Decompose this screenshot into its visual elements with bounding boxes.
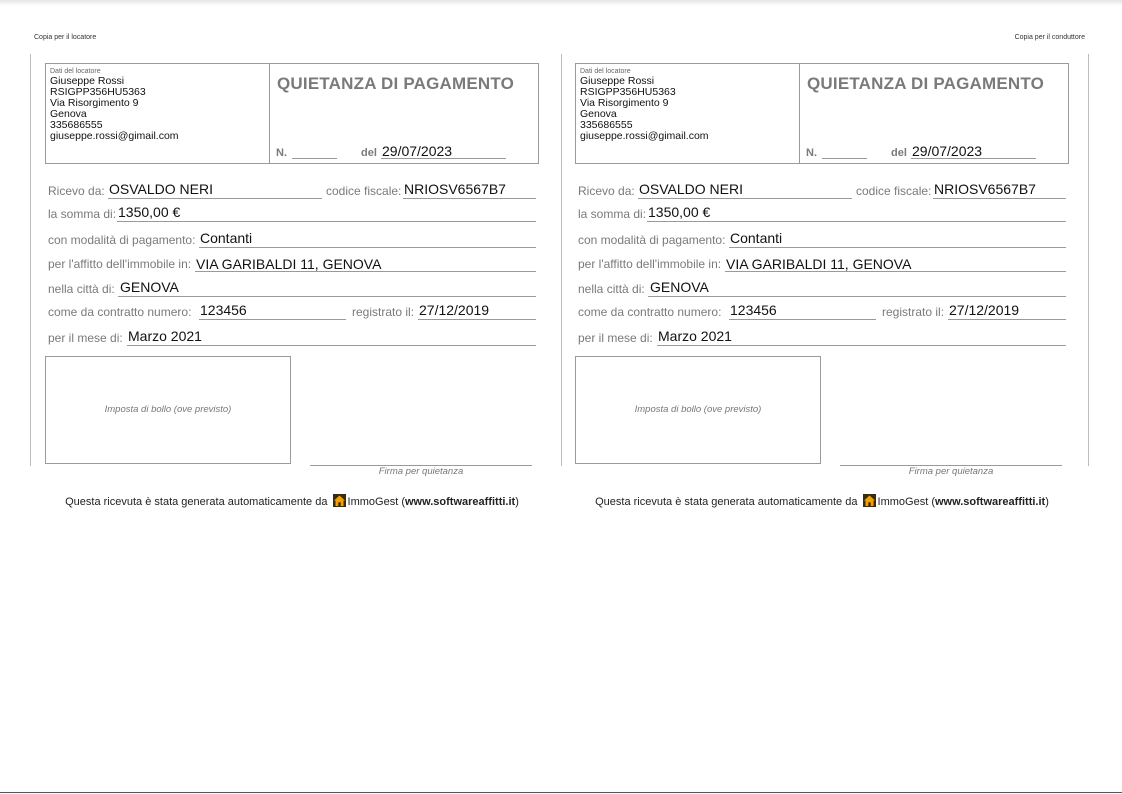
receipt-footer bbox=[575, 494, 1069, 510]
landlord-tax-code: RSIGPP356HU5363 bbox=[580, 86, 676, 98]
center-divider-line bbox=[561, 54, 562, 466]
left-margin-line bbox=[30, 54, 31, 466]
property-value: VIA GARIBALDI 11, GENOVA bbox=[196, 256, 382, 272]
city-underline bbox=[648, 296, 1066, 297]
receipt-number-label: N. bbox=[806, 147, 817, 159]
right-margin-line bbox=[1088, 54, 1089, 466]
city-label: nella città di: bbox=[48, 282, 115, 296]
landlord-city: Genova bbox=[580, 108, 617, 120]
property-row bbox=[48, 253, 536, 273]
landlord-label: Dati del locatore bbox=[580, 68, 631, 75]
footer-brand: ImmoGest bbox=[347, 496, 399, 508]
landlord-email: giuseppe.rossi@gimail.com bbox=[50, 130, 179, 142]
receipt-footer bbox=[45, 494, 539, 510]
landlord-phone: 335686555 bbox=[580, 119, 633, 131]
amount-row bbox=[578, 203, 1066, 223]
tenant-tax-code-value: NRIOSV6567B7 bbox=[934, 181, 1036, 197]
city-row bbox=[48, 278, 536, 298]
payment-method-label: con modalità di pagamento: bbox=[578, 233, 726, 247]
payment-method-value: Contanti bbox=[200, 230, 253, 246]
footer-url-link[interactable]: www.softwareaffitti.it bbox=[934, 496, 1046, 508]
header-divider bbox=[269, 64, 270, 163]
registered-label: registrato il: bbox=[352, 305, 415, 319]
tenant-tax-code-underline bbox=[403, 198, 536, 199]
property-label: per l'affitto dell'immobile in: bbox=[578, 257, 722, 271]
receipt-number-field[interactable] bbox=[292, 158, 337, 159]
received-from-underline bbox=[108, 198, 322, 199]
landlord-email: giuseppe.rossi@gimail.com bbox=[580, 130, 709, 142]
signature-label: Firma per quietanza bbox=[908, 466, 994, 477]
receipt-date-label: del bbox=[891, 147, 907, 159]
footer-open-paren: ( bbox=[401, 496, 405, 508]
footer-url-link[interactable]: www.softwareaffitti.it bbox=[404, 496, 516, 508]
footer-text: Questa ricevuta è stata generata automaticamente da bbox=[65, 496, 328, 508]
city-underline bbox=[118, 296, 536, 297]
landlord-details bbox=[580, 67, 709, 142]
house-icon bbox=[333, 494, 346, 510]
contract-label: come da contratto numero: bbox=[48, 305, 192, 319]
landlord-label: Dati del locatore bbox=[50, 68, 101, 75]
landlord-tax-code: RSIGPP356HU5363 bbox=[50, 86, 146, 98]
landlord-city: Genova bbox=[50, 108, 87, 120]
landlord-address: Via Risorgimento 9 bbox=[580, 97, 669, 109]
city-label: nella città di: bbox=[578, 282, 645, 296]
page-bottom-edge bbox=[0, 792, 1122, 793]
receipt-date-value: 29/07/2023 bbox=[382, 143, 453, 159]
landlord-address: Via Risorgimento 9 bbox=[50, 97, 139, 109]
received-from-underline bbox=[638, 198, 852, 199]
property-row bbox=[578, 253, 1066, 273]
footer-close-paren: ) bbox=[515, 496, 519, 508]
received-from-value: OSVALDO NERI bbox=[109, 181, 213, 197]
tenant-tax-code-label: codice fiscale: bbox=[326, 184, 402, 198]
contract-row bbox=[48, 301, 536, 321]
receipt-date-label: del bbox=[361, 147, 377, 159]
month-underline bbox=[657, 345, 1066, 346]
month-value: Marzo 2021 bbox=[658, 328, 732, 344]
month-row bbox=[578, 327, 1066, 347]
receipt-number-label: N. bbox=[276, 147, 287, 159]
amount-row bbox=[48, 203, 536, 223]
property-label: per l'affitto dell'immobile in: bbox=[48, 257, 192, 271]
month-label: per il mese di: bbox=[578, 331, 653, 345]
amount-underline bbox=[647, 221, 1066, 222]
receipt-title: QUIETANZA DI PAGAMENTO bbox=[277, 74, 515, 93]
copy-label-tenant: Copia per il conduttore bbox=[1014, 34, 1085, 41]
landlord-phone: 335686555 bbox=[50, 119, 103, 131]
footer-brand: ImmoGest bbox=[877, 496, 929, 508]
receipt-tenant-copy bbox=[575, 63, 1069, 518]
contract-row bbox=[578, 301, 1066, 321]
registered-underline bbox=[418, 319, 536, 320]
revenue-stamp-label: Imposta di bollo (ove previsto) bbox=[634, 404, 762, 415]
payment-method-underline bbox=[729, 247, 1066, 248]
received-from-label: Ricevo da: bbox=[578, 184, 635, 198]
contract-value: 123456 bbox=[200, 302, 247, 318]
registered-label: registrato il: bbox=[882, 305, 945, 319]
receipt-landlord-copy bbox=[45, 63, 539, 518]
amount-label: la somma di: bbox=[578, 207, 647, 221]
revenue-stamp-box bbox=[45, 356, 291, 464]
month-label: per il mese di: bbox=[48, 331, 123, 345]
receipt-title: QUIETANZA DI PAGAMENTO bbox=[807, 74, 1045, 93]
contract-value: 123456 bbox=[730, 302, 777, 318]
registered-underline bbox=[948, 319, 1066, 320]
revenue-stamp-box bbox=[575, 356, 821, 464]
footer-close-paren: ) bbox=[1045, 496, 1049, 508]
payment-method-row bbox=[578, 229, 1066, 249]
tenant-tax-code-label: codice fiscale: bbox=[856, 184, 932, 198]
footer-open-paren: ( bbox=[931, 496, 935, 508]
city-row bbox=[578, 278, 1066, 298]
landlord-details bbox=[50, 67, 179, 142]
house-icon bbox=[863, 494, 876, 510]
receipt-date-value: 29/07/2023 bbox=[912, 143, 983, 159]
payment-method-row bbox=[48, 229, 536, 249]
tenant-tax-code-value: NRIOSV6567B7 bbox=[404, 181, 506, 197]
payment-method-label: con modalità di pagamento: bbox=[48, 233, 196, 247]
amount-underline bbox=[117, 221, 536, 222]
landlord-name: Giuseppe Rossi bbox=[50, 75, 125, 87]
amount-value: 1350,00 € bbox=[648, 204, 711, 220]
received-from-label: Ricevo da: bbox=[48, 184, 105, 198]
registered-value: 27/12/2019 bbox=[949, 302, 1020, 318]
amount-value: 1350,00 € bbox=[118, 204, 181, 220]
month-row bbox=[48, 327, 536, 347]
tenant-tax-code-underline bbox=[933, 198, 1066, 199]
contract-label: come da contratto numero: bbox=[578, 305, 722, 319]
month-underline bbox=[127, 345, 536, 346]
received-from-value: OSVALDO NERI bbox=[639, 181, 743, 197]
contract-underline bbox=[199, 319, 346, 320]
signature-label: Firma per quietanza bbox=[378, 466, 464, 477]
page-top-edge bbox=[0, 0, 1122, 6]
receipt-number-field[interactable] bbox=[822, 158, 867, 159]
footer-text: Questa ricevuta è stata generata automaticamente da bbox=[595, 496, 858, 508]
contract-underline bbox=[729, 319, 876, 320]
registered-value: 27/12/2019 bbox=[419, 302, 490, 318]
city-value: GENOVA bbox=[120, 279, 179, 295]
received-from-row bbox=[578, 180, 1066, 200]
copy-label-landlord: Copia per il locatore bbox=[34, 34, 97, 41]
property-value: VIA GARIBALDI 11, GENOVA bbox=[726, 256, 912, 272]
landlord-name: Giuseppe Rossi bbox=[580, 75, 655, 87]
receipt-header bbox=[45, 63, 539, 164]
payment-method-underline bbox=[199, 247, 536, 248]
amount-label: la somma di: bbox=[48, 207, 117, 221]
received-from-row bbox=[48, 180, 536, 200]
header-divider bbox=[799, 64, 800, 163]
revenue-stamp-label: Imposta di bollo (ove previsto) bbox=[104, 404, 232, 415]
city-value: GENOVA bbox=[650, 279, 709, 295]
month-value: Marzo 2021 bbox=[128, 328, 202, 344]
payment-method-value: Contanti bbox=[730, 230, 783, 246]
receipt-header bbox=[575, 63, 1069, 164]
